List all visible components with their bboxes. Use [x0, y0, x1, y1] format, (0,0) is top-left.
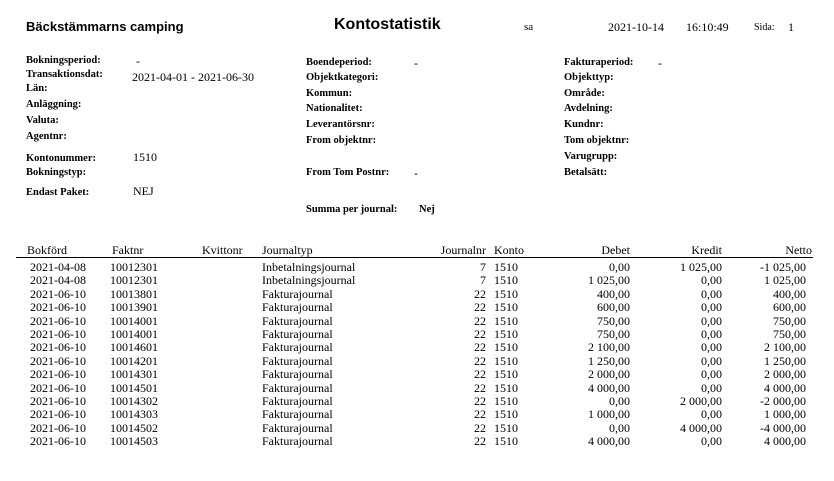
table-row [0, 300, 834, 313]
cell-journalnr: 22 [474, 394, 486, 408]
cell-kredit: 4 000,00 [680, 420, 722, 435]
cell-debet: 750,00 [597, 313, 630, 328]
filter-label: Bokningstyp: [26, 167, 87, 178]
filter-label: Objektkategori: [306, 72, 379, 83]
cell-konto: 1510 [494, 380, 518, 395]
cell-faktnr: 10014301 [110, 367, 158, 382]
cell-journalnr: 22 [474, 407, 486, 422]
page-label: Sida: [754, 22, 775, 33]
column-header-debet: Debet [601, 243, 630, 257]
cell-bokford: 2021-06-10 [30, 394, 86, 408]
cell-netto: 400,00 [773, 286, 806, 301]
filter-value: NEJ [133, 184, 154, 198]
cell-journaltyp: Fakturajournal [262, 394, 333, 408]
table-row [0, 340, 834, 353]
cell-journalnr: 22 [474, 380, 486, 395]
filter-label: Objekttyp: [564, 72, 614, 83]
filter-label: Varugrupp: [564, 151, 618, 162]
filter-label: Bokningsperiod: [26, 55, 101, 66]
cell-journaltyp: Fakturajournal [262, 367, 333, 382]
table-row [0, 260, 834, 273]
page-number: 1 [788, 20, 794, 34]
cell-debet: 1 025,00 [588, 273, 630, 288]
cell-journalnr: 22 [474, 340, 486, 355]
cell-konto: 1510 [494, 394, 518, 408]
filter-label: Kommun: [306, 88, 353, 99]
cell-faktnr: 10014601 [110, 340, 158, 355]
cell-netto: 1 025,00 [764, 273, 806, 288]
cell-bokford: 2021-06-10 [30, 380, 86, 395]
filter-value: - [136, 54, 140, 68]
cell-journaltyp: Inbetalningsjournal [262, 273, 356, 288]
cell-bokford: 2021-06-10 [30, 313, 86, 328]
cell-faktnr: 10014302 [110, 394, 158, 408]
cell-netto: -4 000,00 [760, 420, 806, 435]
filter-label: Kontonummer: [26, 153, 96, 164]
cell-debet: 0,00 [609, 260, 630, 274]
filter-label: Tom objektnr: [564, 135, 630, 146]
cell-faktnr: 10014201 [110, 353, 158, 368]
cell-kredit: 0,00 [701, 407, 722, 422]
cell-netto: 4 000,00 [764, 380, 806, 395]
cell-konto: 1510 [494, 260, 518, 274]
cell-netto: 750,00 [773, 313, 806, 328]
cell-netto: 750,00 [773, 327, 806, 341]
filter-value: Nej [419, 204, 435, 215]
cell-netto: 600,00 [773, 300, 806, 315]
cell-kredit: 0,00 [701, 434, 722, 449]
cell-kredit: 0,00 [701, 380, 722, 395]
cell-journalnr: 22 [474, 327, 486, 341]
header-divider [16, 257, 813, 258]
cell-debet: 750,00 [597, 327, 630, 341]
cell-kredit: 0,00 [701, 327, 722, 341]
filter-label: Endast Paket: [26, 187, 90, 198]
cell-faktnr: 10014502 [110, 420, 158, 435]
cell-netto: 1 250,00 [764, 353, 806, 368]
table-row [0, 367, 834, 380]
user-name: sa [524, 21, 534, 33]
cell-bokford: 2021-06-10 [30, 327, 86, 341]
filter-label: Anläggning: [26, 99, 82, 110]
cell-bokford: 2021-06-10 [30, 353, 86, 368]
cell-kredit: 0,00 [701, 313, 722, 328]
cell-konto: 1510 [494, 273, 518, 288]
cell-kredit: 0,00 [701, 286, 722, 301]
cell-journaltyp: Fakturajournal [262, 420, 333, 435]
cell-journaltyp: Fakturajournal [262, 300, 333, 315]
filter-label: Valuta: [26, 115, 59, 126]
cell-bokford: 2021-06-10 [30, 367, 86, 382]
column-header-kvittonr: Kvittonr [202, 243, 243, 257]
cell-journalnr: 22 [474, 434, 486, 449]
cell-kredit: 0,00 [701, 367, 722, 382]
cell-kredit: 0,00 [701, 300, 722, 315]
cell-konto: 1510 [494, 420, 518, 435]
cell-netto: -1 025,00 [760, 260, 806, 274]
cell-konto: 1510 [494, 300, 518, 315]
cell-journalnr: 22 [474, 353, 486, 368]
cell-faktnr: 10013901 [110, 300, 158, 315]
cell-netto: 1 000,00 [764, 407, 806, 422]
cell-debet: 1 000,00 [588, 407, 630, 422]
cell-konto: 1510 [494, 313, 518, 328]
column-header-journaltyp: Journaltyp [262, 243, 313, 257]
cell-journalnr: 7 [480, 260, 486, 274]
filter-label: Avdelning: [564, 103, 613, 114]
table-row [0, 421, 834, 434]
cell-netto: 2 000,00 [764, 367, 806, 382]
cell-bokford: 2021-06-10 [30, 286, 86, 301]
filter-label: Fakturaperiod: [564, 57, 634, 68]
cell-konto: 1510 [494, 327, 518, 341]
filter-label: Betalsätt: [564, 167, 608, 178]
cell-debet: 0,00 [609, 394, 630, 408]
cell-faktnr: 10014501 [110, 380, 158, 395]
cell-journaltyp: Fakturajournal [262, 313, 333, 328]
cell-netto: 4 000,00 [764, 434, 806, 449]
table-row [0, 434, 834, 447]
cell-debet: 600,00 [597, 300, 630, 315]
cell-debet: 4 000,00 [588, 434, 630, 449]
report-time: 16:10:49 [686, 20, 729, 34]
filter-label: Boendeperiod: [306, 57, 372, 68]
table-row [0, 394, 834, 407]
filter-label: Nationalitet: [306, 103, 363, 114]
cell-faktnr: 10014503 [110, 434, 158, 449]
cell-faktnr: 10012301 [110, 260, 158, 274]
cell-journalnr: 7 [480, 273, 486, 288]
filter-label: From Tom Postnr: [306, 167, 390, 178]
cell-journaltyp: Fakturajournal [262, 340, 333, 355]
table-row [0, 287, 834, 300]
cell-kredit: 0,00 [701, 273, 722, 288]
filter-label: Transaktionsdat: [26, 69, 103, 80]
cell-journalnr: 22 [474, 300, 486, 315]
cell-journalnr: 22 [474, 313, 486, 328]
filter-label: Leverantörsnr: [306, 119, 375, 130]
cell-kredit: 0,00 [701, 340, 722, 355]
filter-label: Summa per journal: [306, 204, 398, 215]
filter-value: 1510 [133, 150, 157, 164]
cell-journalnr: 22 [474, 367, 486, 382]
cell-journalnr: 22 [474, 286, 486, 301]
cell-faktnr: 10014001 [110, 327, 158, 341]
cell-bokford: 2021-06-10 [30, 300, 86, 315]
cell-faktnr: 10012301 [110, 273, 158, 288]
cell-debet: 2 100,00 [588, 340, 630, 355]
filter-label: Kundnr: [564, 119, 604, 130]
table-row [0, 354, 834, 367]
cell-konto: 1510 [494, 434, 518, 449]
filter-value: 2021-04-01 - 2021-06-30 [132, 70, 254, 84]
filter-value: - [414, 166, 418, 180]
filter-label: Område: [564, 88, 605, 99]
filter-label: Agentnr: [26, 131, 67, 142]
cell-faktnr: 10013801 [110, 286, 158, 301]
cell-bokford: 2021-06-10 [30, 420, 86, 435]
cell-konto: 1510 [494, 353, 518, 368]
filter-value: - [414, 56, 418, 70]
cell-debet: 2 000,00 [588, 367, 630, 382]
table-row [0, 381, 834, 394]
cell-netto: -2 000,00 [760, 394, 806, 408]
cell-faktnr: 10014001 [110, 313, 158, 328]
column-header-journalnr: Journalnr [440, 243, 486, 257]
filter-label: From objektnr: [306, 135, 377, 146]
cell-bokford: 2021-04-08 [30, 260, 86, 274]
column-header-konto: Konto [494, 243, 524, 257]
column-header-bokford: Bokförd [27, 243, 67, 257]
table-row [0, 327, 834, 340]
cell-debet: 1 250,00 [588, 353, 630, 368]
cell-journaltyp: Fakturajournal [262, 286, 333, 301]
cell-konto: 1510 [494, 286, 518, 301]
cell-debet: 4 000,00 [588, 380, 630, 395]
cell-debet: 0,00 [609, 420, 630, 435]
cell-faktnr: 10014303 [110, 407, 158, 422]
table-row [0, 273, 834, 286]
cell-journalnr: 22 [474, 420, 486, 435]
cell-konto: 1510 [494, 367, 518, 382]
cell-journaltyp: Fakturajournal [262, 434, 333, 449]
cell-bokford: 2021-06-10 [30, 407, 86, 422]
cell-konto: 1510 [494, 340, 518, 355]
cell-bokford: 2021-06-10 [30, 340, 86, 355]
report-date: 2021-10-14 [608, 20, 664, 34]
cell-kredit: 0,00 [701, 353, 722, 368]
cell-konto: 1510 [494, 407, 518, 422]
report-title: Kontostatistik [334, 16, 441, 33]
column-header-netto: Netto [785, 243, 812, 257]
cell-kredit: 2 000,00 [680, 394, 722, 408]
company-name: Bäckstämmarns camping [26, 19, 184, 34]
column-header-kredit: Kredit [691, 243, 722, 257]
filter-value: - [658, 56, 662, 70]
table-row [0, 407, 834, 420]
column-header-faktnr: Faktnr [112, 243, 144, 257]
cell-journaltyp: Inbetalningsjournal [262, 260, 356, 274]
filter-label: Län: [26, 83, 48, 94]
cell-journaltyp: Fakturajournal [262, 353, 333, 368]
cell-debet: 400,00 [597, 286, 630, 301]
cell-netto: 2 100,00 [764, 340, 806, 355]
table-row [0, 314, 834, 327]
cell-journaltyp: Fakturajournal [262, 327, 333, 341]
cell-bokford: 2021-06-10 [30, 434, 86, 449]
cell-kredit: 1 025,00 [680, 260, 722, 274]
cell-journaltyp: Fakturajournal [262, 380, 333, 395]
cell-journaltyp: Fakturajournal [262, 407, 333, 422]
cell-bokford: 2021-04-08 [30, 273, 86, 288]
